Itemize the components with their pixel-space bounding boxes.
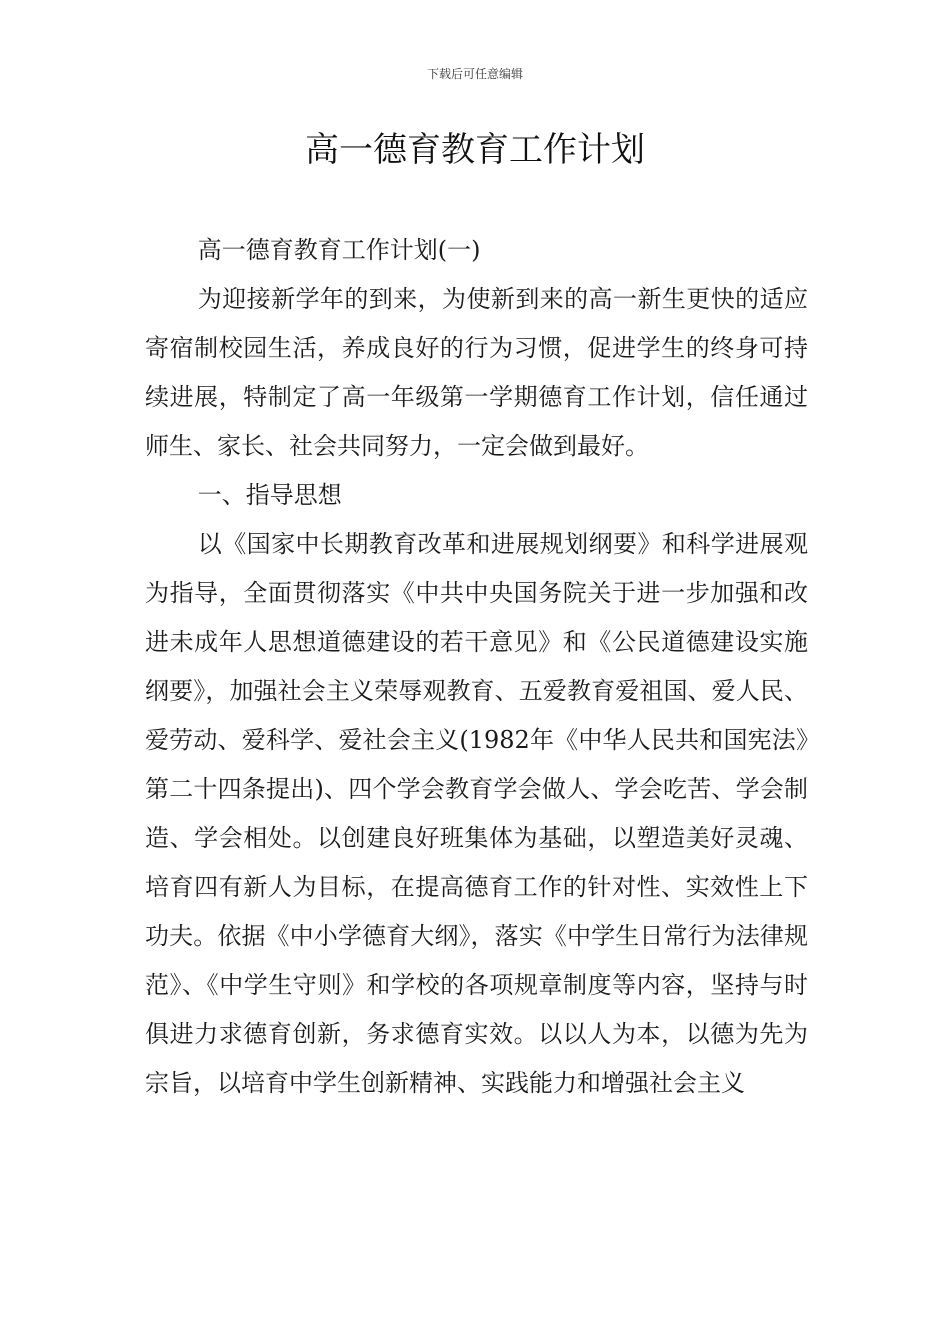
document-body	[145, 226, 808, 1108]
header-note: 下载后可任意编辑	[426, 67, 523, 81]
intro-paragraph: 为迎接新学年的到来，为使新到来的高一新生更快的适应寄宿制校园生活，养成良好的行为习惯，促进学生的终身可持续进展，特制定了高一年级第一学期德育工作计划，信任通过师生、家长、社会共同努力，一定会做到最好。	[145, 285, 808, 460]
document-title: 高一德育教育工作计划	[305, 130, 645, 170]
section-heading: 一、指导思想	[197, 481, 342, 509]
section-body-paragraph: 以《国家中长期教育改革和进展规划纲要》和科学进展观为指导，全面贯彻落实《中共中央国务院关于进一步加强和改进未成年人思想道德建设的若干意见》和《公民道德建设实施纲要》，加强社会主义荣辱观教育、五爱教育爱祖国、爱人民、爱劳动、爱科学、爱社会主义(1982年《中华人民共和国宪法》第二十四条提出)、四个学会教育学会做人、学会吃苦、学会制造、学会相处。以创建良好班集体为基础，以塑造美好灵魂、培育四有新人为目标，在提高德育工作的针对性、实效性上下功夫。依据《中小学德育大纲》，落实《中学生日常行为法律规范》、《中学生守则》和学校的各项规章制度等内容，坚持与时俱进力求德育创新，务求德育实效。以以人为本，以德为先为宗旨，以培育中学生创新精神、实践能力和增强社会主义	[145, 530, 808, 1097]
subtitle-paragraph: 高一德育教育工作计划(一)	[197, 236, 481, 264]
